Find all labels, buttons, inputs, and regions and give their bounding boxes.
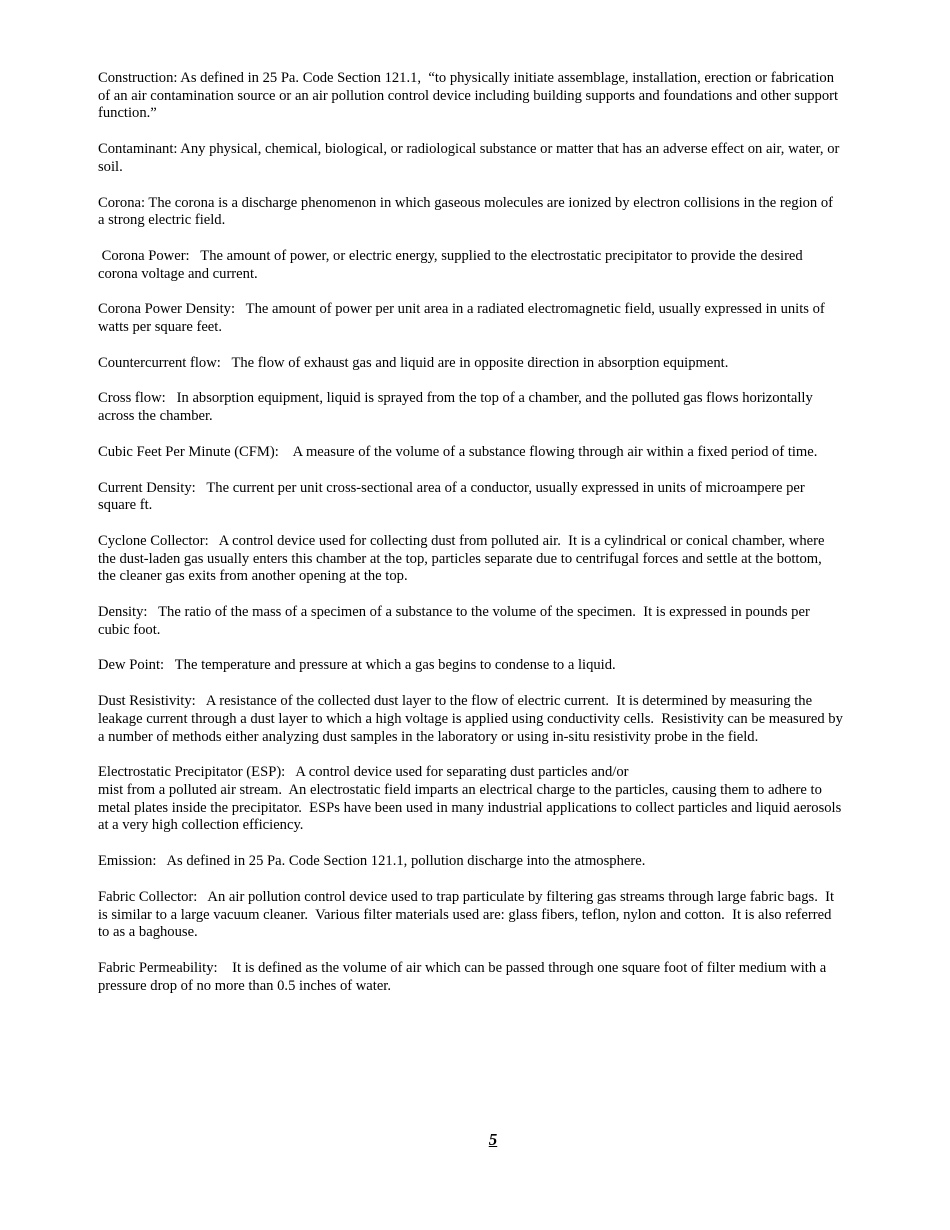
glossary-entry-density: Density: The ratio of the mass of a specimen of a substance to the volume of the specimen. It is expressed in pounds per cubic foot. bbox=[98, 604, 814, 638]
glossary-entry-cfm: Cubic Feet Per Minute (CFM): A measure of the volume of a substance flowing through air within a fixed period of time. bbox=[98, 443, 818, 460]
glossary-body bbox=[98, 70, 847, 1013]
glossary-entry-construction: Construction: As defined in 25 Pa. Code Section 121.1, “to physically initiate assemblage, installation, erection or fabrication of an air contamination source or an air pollution control device including building supports and foundations and other support function.” bbox=[98, 70, 842, 122]
glossary-entry-dew-point: Dew Point: The temperature and pressure at which a gas begins to condense to a liquid. bbox=[98, 657, 616, 674]
glossary-entry-corona-power-density: Corona Power Density: The amount of power per unit area in a radiated electromagnetic field, usually expressed in units of watts per square feet. bbox=[98, 301, 829, 336]
glossary-entry-fabric-permeability: Fabric Permeability: It is defined as the volume of air which can be passed through one square foot of filter medium with a pressure drop of no more than 0.5 inches of water. bbox=[98, 959, 830, 994]
glossary-entry-current-density: Current Density: The current per unit cross-sectional area of a conductor, usually expressed in units of microampere per square ft. bbox=[98, 479, 809, 514]
glossary-entry-emission: Emission: As defined in 25 Pa. Code Section 121.1, pollution discharge into the atmosphere. bbox=[98, 853, 646, 870]
glossary-entry-corona-power: Corona Power: The amount of power, or electric energy, supplied to the electrostatic precipitator to provide the desired corona voltage and current. bbox=[98, 247, 807, 282]
glossary-entry-esp: Electrostatic Precipitator (ESP): A control device used for separating dust particles and/or mist from a polluted air stream. An electrostatic field imparts an electrical charge to the particles, causing them to adhere to metal plates inside the precipitator. ESPs have been used in many industrial applications to collect particles and liquid aerosols at a very high collection efficiency. bbox=[98, 764, 842, 834]
glossary-entry-fabric-collector: Fabric Collector: An air pollution control device used to trap particulate by filtering gas streams through large fabric bags. It is similar to a large vacuum cleaner. Various filter materials used are: glass fibers, teflon, nylon and cotton. It is also referred to as a baghouse. bbox=[98, 888, 838, 941]
glossary-entry-countercurrent-flow: Countercurrent flow: The flow of exhaust gas and liquid are in opposite direction in absorption equipment. bbox=[98, 354, 729, 371]
glossary-entry-contaminant: Contaminant: Any physical, chemical, biological, or radiological substance or matter that has an adverse effect on air, water, or soil. bbox=[98, 141, 844, 175]
glossary-entry-cyclone-collector: Cyclone Collector: A control device used for collecting dust from polluted air. It is a cylindrical or conical chamber, where the dust-laden gas usually enters this chamber at the top, particles separate due to centrifugal forces and settle at the bottom, the cleaner gas exits from another opening at the top. bbox=[98, 532, 829, 585]
page-number: 5 bbox=[488, 1130, 498, 1149]
glossary-entry-cross-flow: Cross flow: In absorption equipment, liquid is sprayed from the top of a chamber, and the polluted gas flows horizontally across the chamber. bbox=[98, 390, 817, 425]
glossary-entry-dust-resistivity: Dust Resistivity: A resistance of the collected dust layer to the flow of electric current. It is determined by measuring the leakage current through a dust layer to which a high voltage is applied using conductivity cells. Resistivity can be measured by a number of methods either analyzing dust samples in the laboratory or using in-situ resistivity probe in the field. bbox=[98, 693, 847, 745]
glossary-entry-corona: Corona: The corona is a discharge phenomenon in which gaseous molecules are ionized by electron collisions in the region of a strong electric field. bbox=[98, 194, 837, 229]
